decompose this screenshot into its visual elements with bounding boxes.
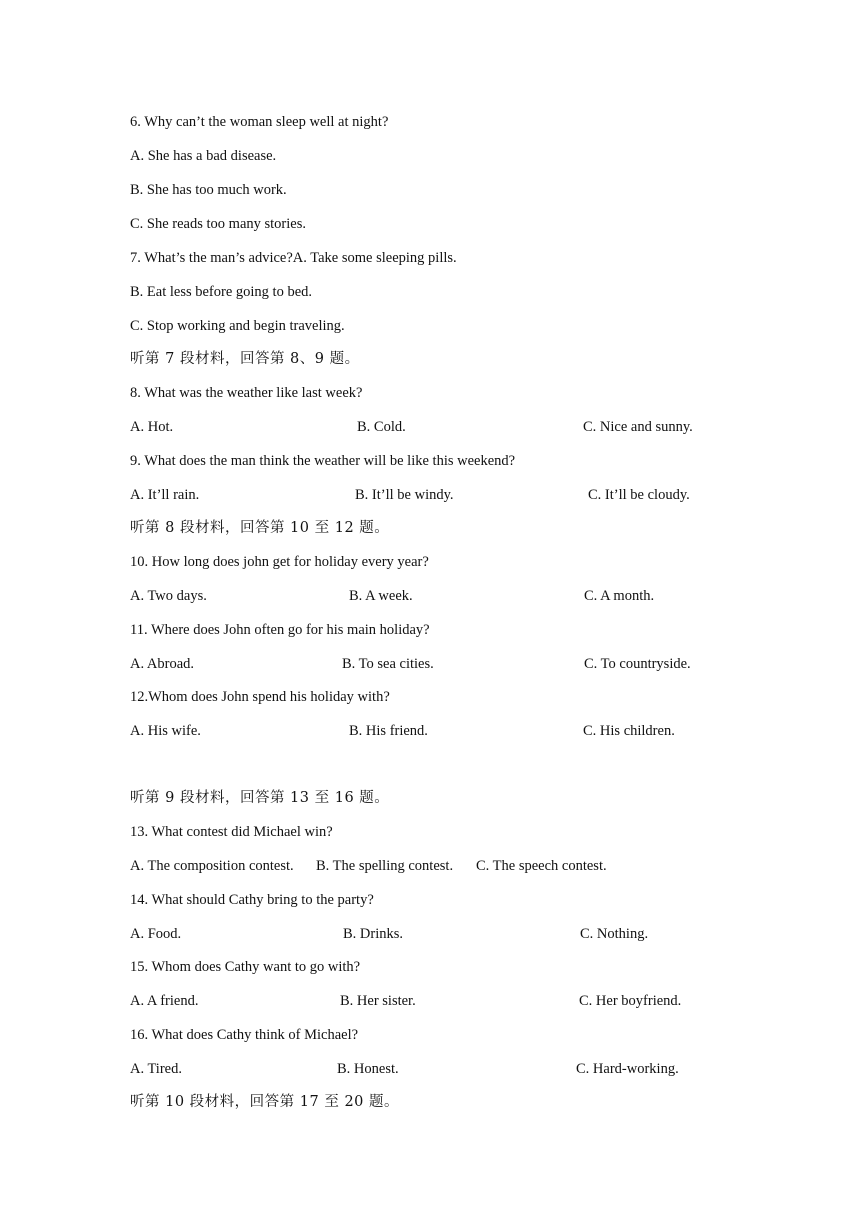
question-10-option-c: C. A month.	[584, 588, 655, 604]
question-6-option-c: C. She reads too many stories.	[130, 216, 306, 232]
question-13: 13. What contest did Michael win?	[130, 824, 333, 840]
section-heading-7: 听第 7 段材料，回答第 8、9 题。	[130, 351, 360, 367]
question-11-option-b: B. To sea cities.	[342, 656, 434, 672]
question-11-option-a: A. Abroad.	[130, 656, 195, 672]
question-9: 9. What does the man think the weather will be like this weekend?	[130, 453, 516, 469]
section-heading-10: 听第 10 段材料，回答第 17 至 20 题。	[130, 1094, 400, 1110]
question-6-option-a: A. She has a bad disease.	[130, 148, 277, 164]
question-8-option-c: C. Nice and sunny.	[583, 419, 693, 435]
question-15: 15. Whom does Cathy want to go with?	[130, 959, 361, 975]
question-13-option-b: B. The spelling contest.	[316, 858, 454, 874]
question-14-option-b: B. Drinks.	[343, 926, 404, 942]
question-16-option-b: B. Honest.	[337, 1061, 399, 1077]
question-15-option-b: B. Her sister.	[340, 993, 416, 1009]
question-15-option-c: C. Her boyfriend.	[579, 993, 682, 1009]
section-heading-8: 听第 8 段材料，回答第 10 至 12 题。	[130, 520, 390, 536]
question-16-option-c: C. Hard-working.	[576, 1061, 679, 1077]
question-11: 11. Where does John often go for his main holiday?	[130, 622, 430, 638]
question-9-option-a: A. It’ll rain.	[130, 487, 200, 503]
question-16: 16. What does Cathy think of Michael?	[130, 1027, 359, 1043]
question-11-option-c: C. To countryside.	[584, 656, 691, 672]
question-15-option-a: A. A friend.	[130, 993, 199, 1009]
question-12-option-a: A. His wife.	[130, 723, 201, 739]
question-14-option-a: A. Food.	[130, 926, 182, 942]
question-7: 7. What’s the man’s advice?A. Take some sleeping pills.	[130, 250, 457, 266]
question-7-option-b: B. Eat less before going to bed.	[130, 284, 313, 300]
question-10-option-b: B. A week.	[349, 588, 413, 604]
question-13-option-c: C. The speech contest.	[476, 858, 607, 874]
question-8-option-a: A. Hot.	[130, 419, 174, 435]
question-12-option-b: B. His friend.	[349, 723, 428, 739]
question-16-option-a: A. Tired.	[130, 1061, 182, 1077]
question-6: 6. Why can’t the woman sleep well at night?	[130, 114, 389, 130]
question-9-option-c: C. It’ll be cloudy.	[588, 487, 690, 503]
question-12: 12.Whom does John spend his holiday with?	[130, 689, 390, 705]
question-9-option-b: B. It’ll be windy.	[355, 487, 454, 503]
question-10: 10. How long does john get for holiday every year?	[130, 554, 429, 570]
question-12-option-c: C. His children.	[583, 723, 675, 739]
question-6-option-b: B. She has too much work.	[130, 182, 287, 198]
question-10-option-a: A. Two days.	[130, 588, 207, 604]
question-13-option-a: A. The composition contest.	[130, 858, 294, 874]
question-14-option-c: C. Nothing.	[580, 926, 649, 942]
question-14: 14. What should Cathy bring to the party?	[130, 892, 374, 908]
question-8-option-b: B. Cold.	[357, 419, 406, 435]
question-8: 8. What was the weather like last week?	[130, 385, 363, 401]
section-heading-9: 听第 9 段材料，回答第 13 至 16 题。	[130, 790, 390, 806]
question-7-option-c: C. Stop working and begin traveling.	[130, 318, 345, 334]
